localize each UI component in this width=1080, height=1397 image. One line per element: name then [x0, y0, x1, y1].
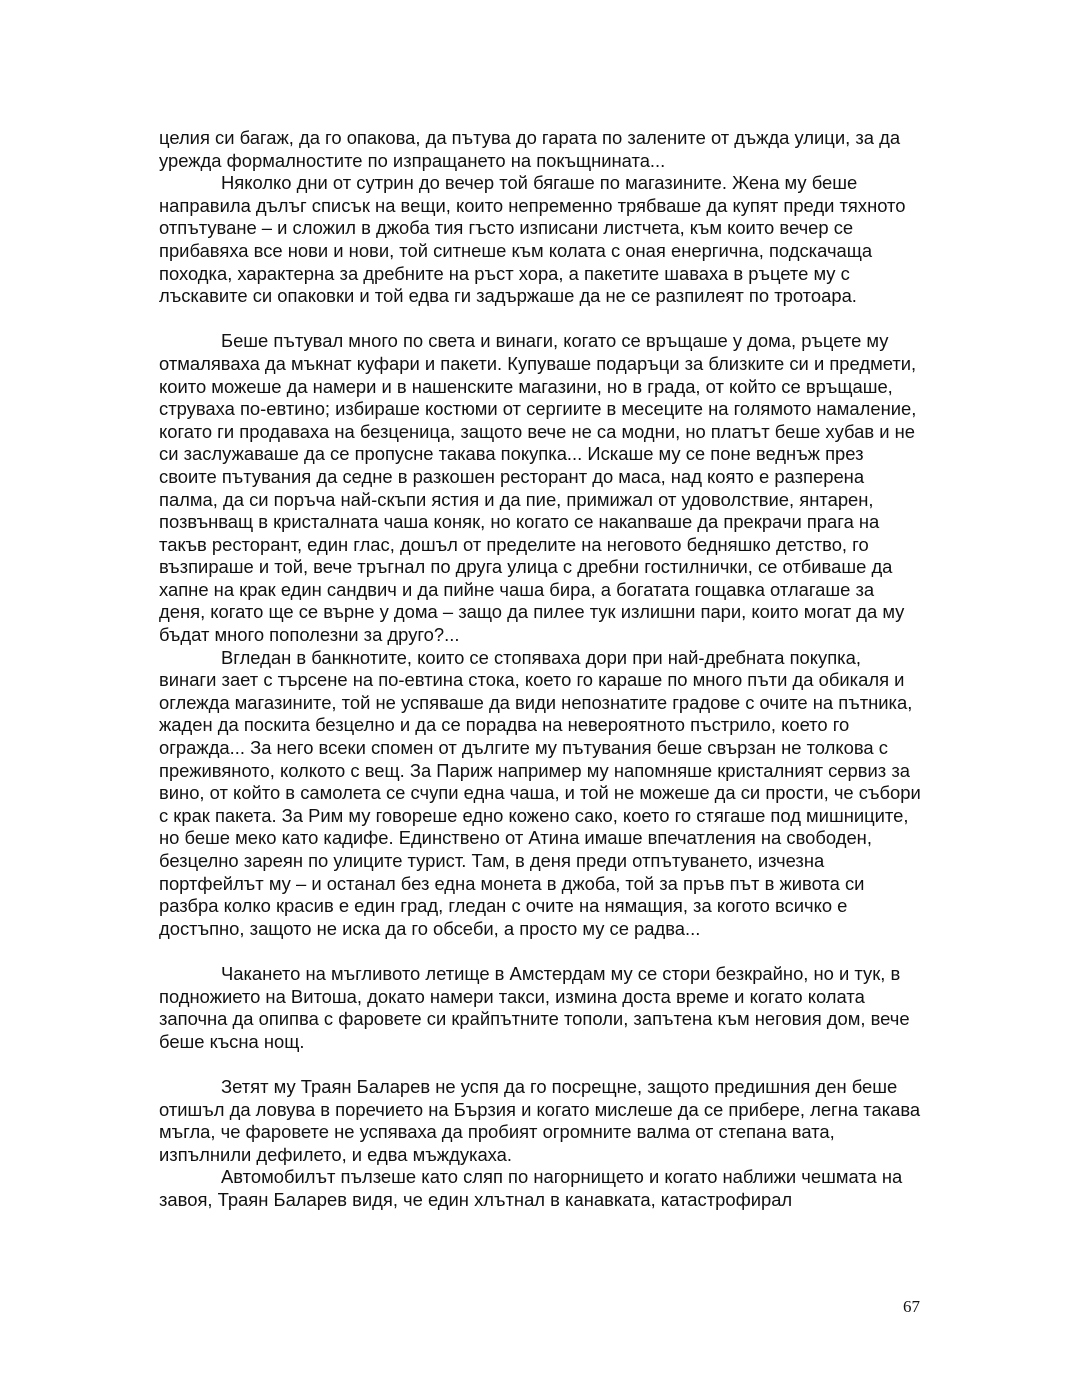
- paragraph-airport: Чакането на мъгливото летище в Амстердам му се стори безкрайно, но и тук, в подножието на Витоша, докато намери такси, измина доста време и когато колата започна да опипва с фаровете си крайпътните тополи, запътена към неговия дом, вече беше късна нощ.: [159, 962, 910, 1052]
- paragraph-shopping: Няколко дни от сутрин до вечер той бягаше по магазините. Жена му беше направила дълъг списък на вещи, които непременно трябваше да купят преди тяхното отпътуване – и сложил в джоба тия гъсто изписани листчета, към които вечер се прибавяха все нови и нови, той ситнеше към колата с оная енергична, подскачаща походка, характерна за дребните на ръст хора, а пакетите шаваха в ръцете му с лъскавите си опаковки и той едва ги задържаше да не се разпилеят по тротоара.: [159, 172, 906, 307]
- paragraph-traian: Зетят му Траян Баларев не успя да го посрещне, защото предишния ден беше отишъл да ловува в поречието на Бързия и когато мислеше да се прибере, легна такава мъгла, че фаровете не успяваха да пробият огромните валма от степана вата, изпълнили дефилето, и едва мъждукаха.: [159, 1075, 921, 1165]
- paragraph-continuation: целия си багаж, да го опакова, да пътува до гарата по залените от дъжда улици, за да урежда формалностите по изпращането на покъщнината...: [159, 127, 901, 171]
- body-text: [159, 127, 923, 1212]
- paragraph-banknotes: Вгледан в банкнотите, които се стопяваха дори при най-дребната покупка, винаги зает с търсене на по-евтина стока, което го караше по много пъти да обикаля и оглежда магазините, той не успяваше да види непознатите градове с очите на пътника, жаден да поскита безцелно и да се порадва на невероятното пъстрило, което го огражда... За него всеки спомен от дългите му пътувания беше свързан не толкова с преживяното, колкото с вещ. За Париж например му напомняше кристалният сервиз за вино, от който в самолета се счупи една чаша, и той не можеше да си прости, че събори с крак пакета. За Рим му говореше едно кожено сако, което го стягаше под мишниците, но беше меко като кадифе. Единствено от Атина имаше впечатления на свободен, безцелно зареян по улиците турист. Там, в деня преди отпътуването, изчезна портфейлът му – и останал без една монета в джоба, той за пръв път в живота си разбра колко красив е един град, гледан с очите на нямащия, за когото всичко е достъпно, защото не иска да го обсеби, а просто му се радва...: [159, 646, 921, 939]
- paragraph-travels: Беше пътувал много по света и винаги, когато се връщаше у дома, ръцете му отмаляваха да мъкнат куфари и пакети. Купуваше подаръци за близките си и предмети, които можеше да намери и в нашенските магазини, но в града, от който се връщаше, струваха по-евтино; избираше костюми от сергиите в месеците на голямото намаление, когато ги продаваха на безценица, защото вече не са модни, но платът беше хубав и не си заслужаваше да се пропусне такава покупка... Искаше му се поне веднъж през своите пътувания да седне в разкошен ресторант до маса, над която е разперена палма, да си поръча най-скъпи ястия и да пие, примижал от удоволствие, янтарен, позвънващ в кристалната чаша коняк, но когато се накanваше да прекрачи прага на такъв ресторант, един глас, дошъл от пределите на неговото бедняшко детство, го възпираше и той, вече тръгнал по друга улица с дребни гостилнички, се отбиваше да хапне на крак един сандвич и да пийне чаша бира, а богатата гощавка отлагаше за деня, когато ще се върне у дома – защо да пилее тук излишни пари, които могат да му бъдат много пополезни за друго?...: [159, 330, 917, 646]
- page-number: 67: [903, 1297, 920, 1316]
- paragraph-car: Автомобилът пълзеше като сляп по нагорнището и когато наближи чешмата на завоя, Траян Баларев видя, че един хлътнал в канавката, катастрофирал: [159, 1166, 903, 1210]
